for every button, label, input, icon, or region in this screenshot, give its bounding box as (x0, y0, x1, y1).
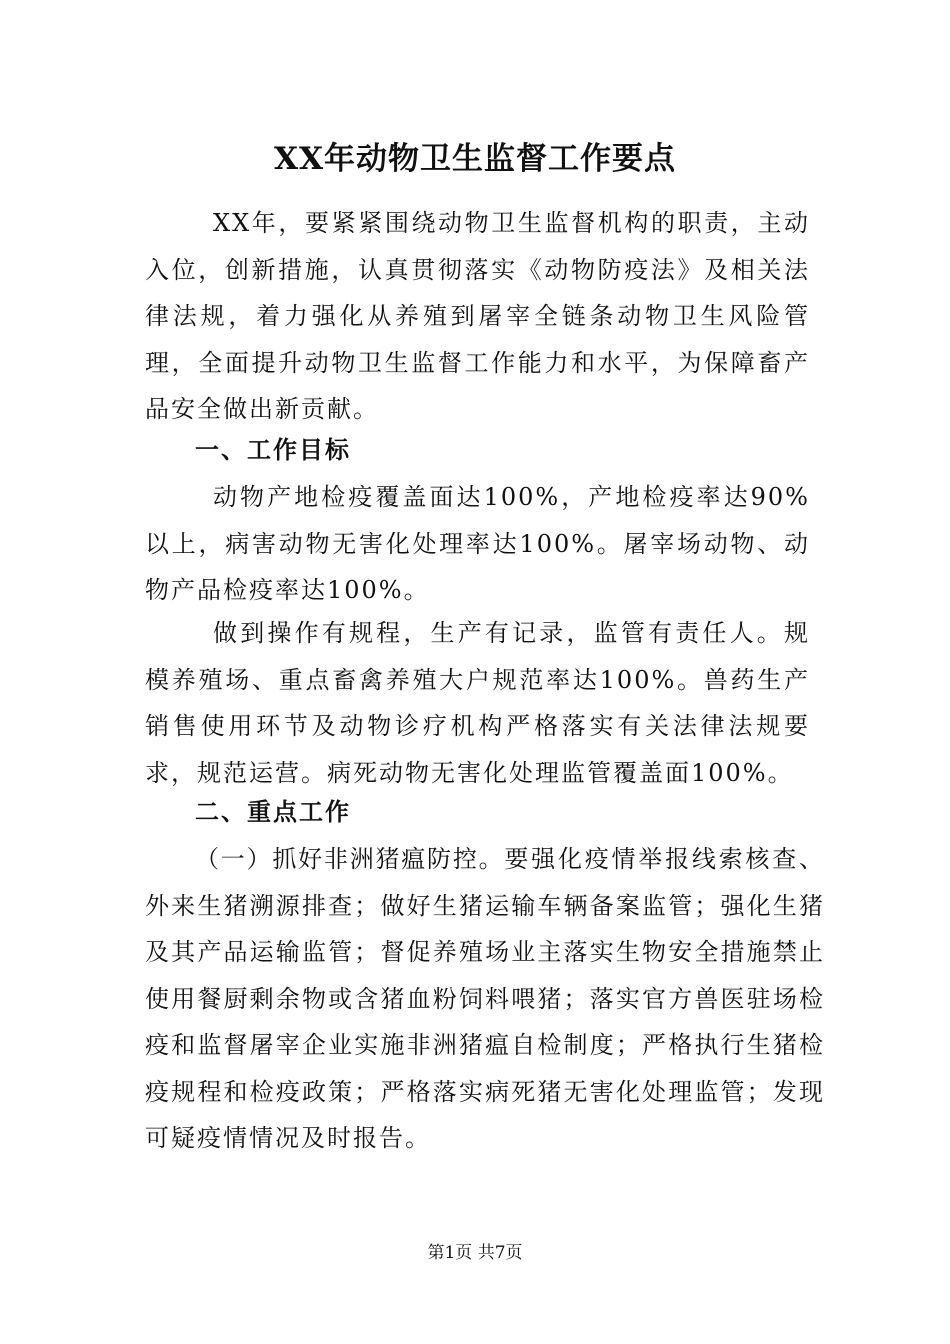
key-work-item-1-body: 要强化疫情举报线索核查、外来生猪溯源排查；做好生猪运输车辆备案监管；强化生猪及其产品运输监管；督促养殖场业主落实生物安全措施禁止使用餐厨剩余物或含猪血粉饲料喂猪；落实官方兽医驻场检疫和监督屠宰企业实施非洲猪瘟自检制度；严格执行生猪检疫规程和检疫政策；严格落实病死猪无害化处理监管；发现可疑疫情情况及时报告。 (145, 845, 825, 1152)
document-title: XX年动物卫生监督工作要点 (273, 141, 677, 177)
key-work-item-1 (145, 836, 825, 1162)
intro-paragraph: XX年，要紧紧围绕动物卫生监督机构的职责，主动入位，创新措施，认真贯彻落实《动物防疫法》及相关法律法规，着力强化从养殖到屠宰全链条动物卫生风险管理，全面提升动物卫生监督工作能力和水平，为保障畜产品安全做出新贡献。 (145, 209, 810, 423)
page-footer: 第1页 共7页 (427, 1243, 523, 1263)
section-heading-goals: 一、工作目标 (195, 436, 351, 464)
goals-paragraph-1: 动物产地检疫覆盖面达100%，产地检疫率达90%以上，病害动物无害化处理率达100%。屠宰场动物、动物产品检疫率达100%。 (145, 483, 810, 604)
key-work-item-1-lead: （一）抓好非洲猪瘟防控。 (195, 845, 505, 873)
section-heading-key-work: 二、重点工作 (195, 798, 351, 826)
goals-paragraph-2: 做到操作有规程，生产有记录，监管有责任人。规模养殖场、重点畜禽养殖大户规范率达100%。兽药生产销售使用环节及动物诊疗机构严格落实有关法律法规要求，规范运营。病死动物无害化处理监管覆盖面100%。 (145, 619, 810, 787)
